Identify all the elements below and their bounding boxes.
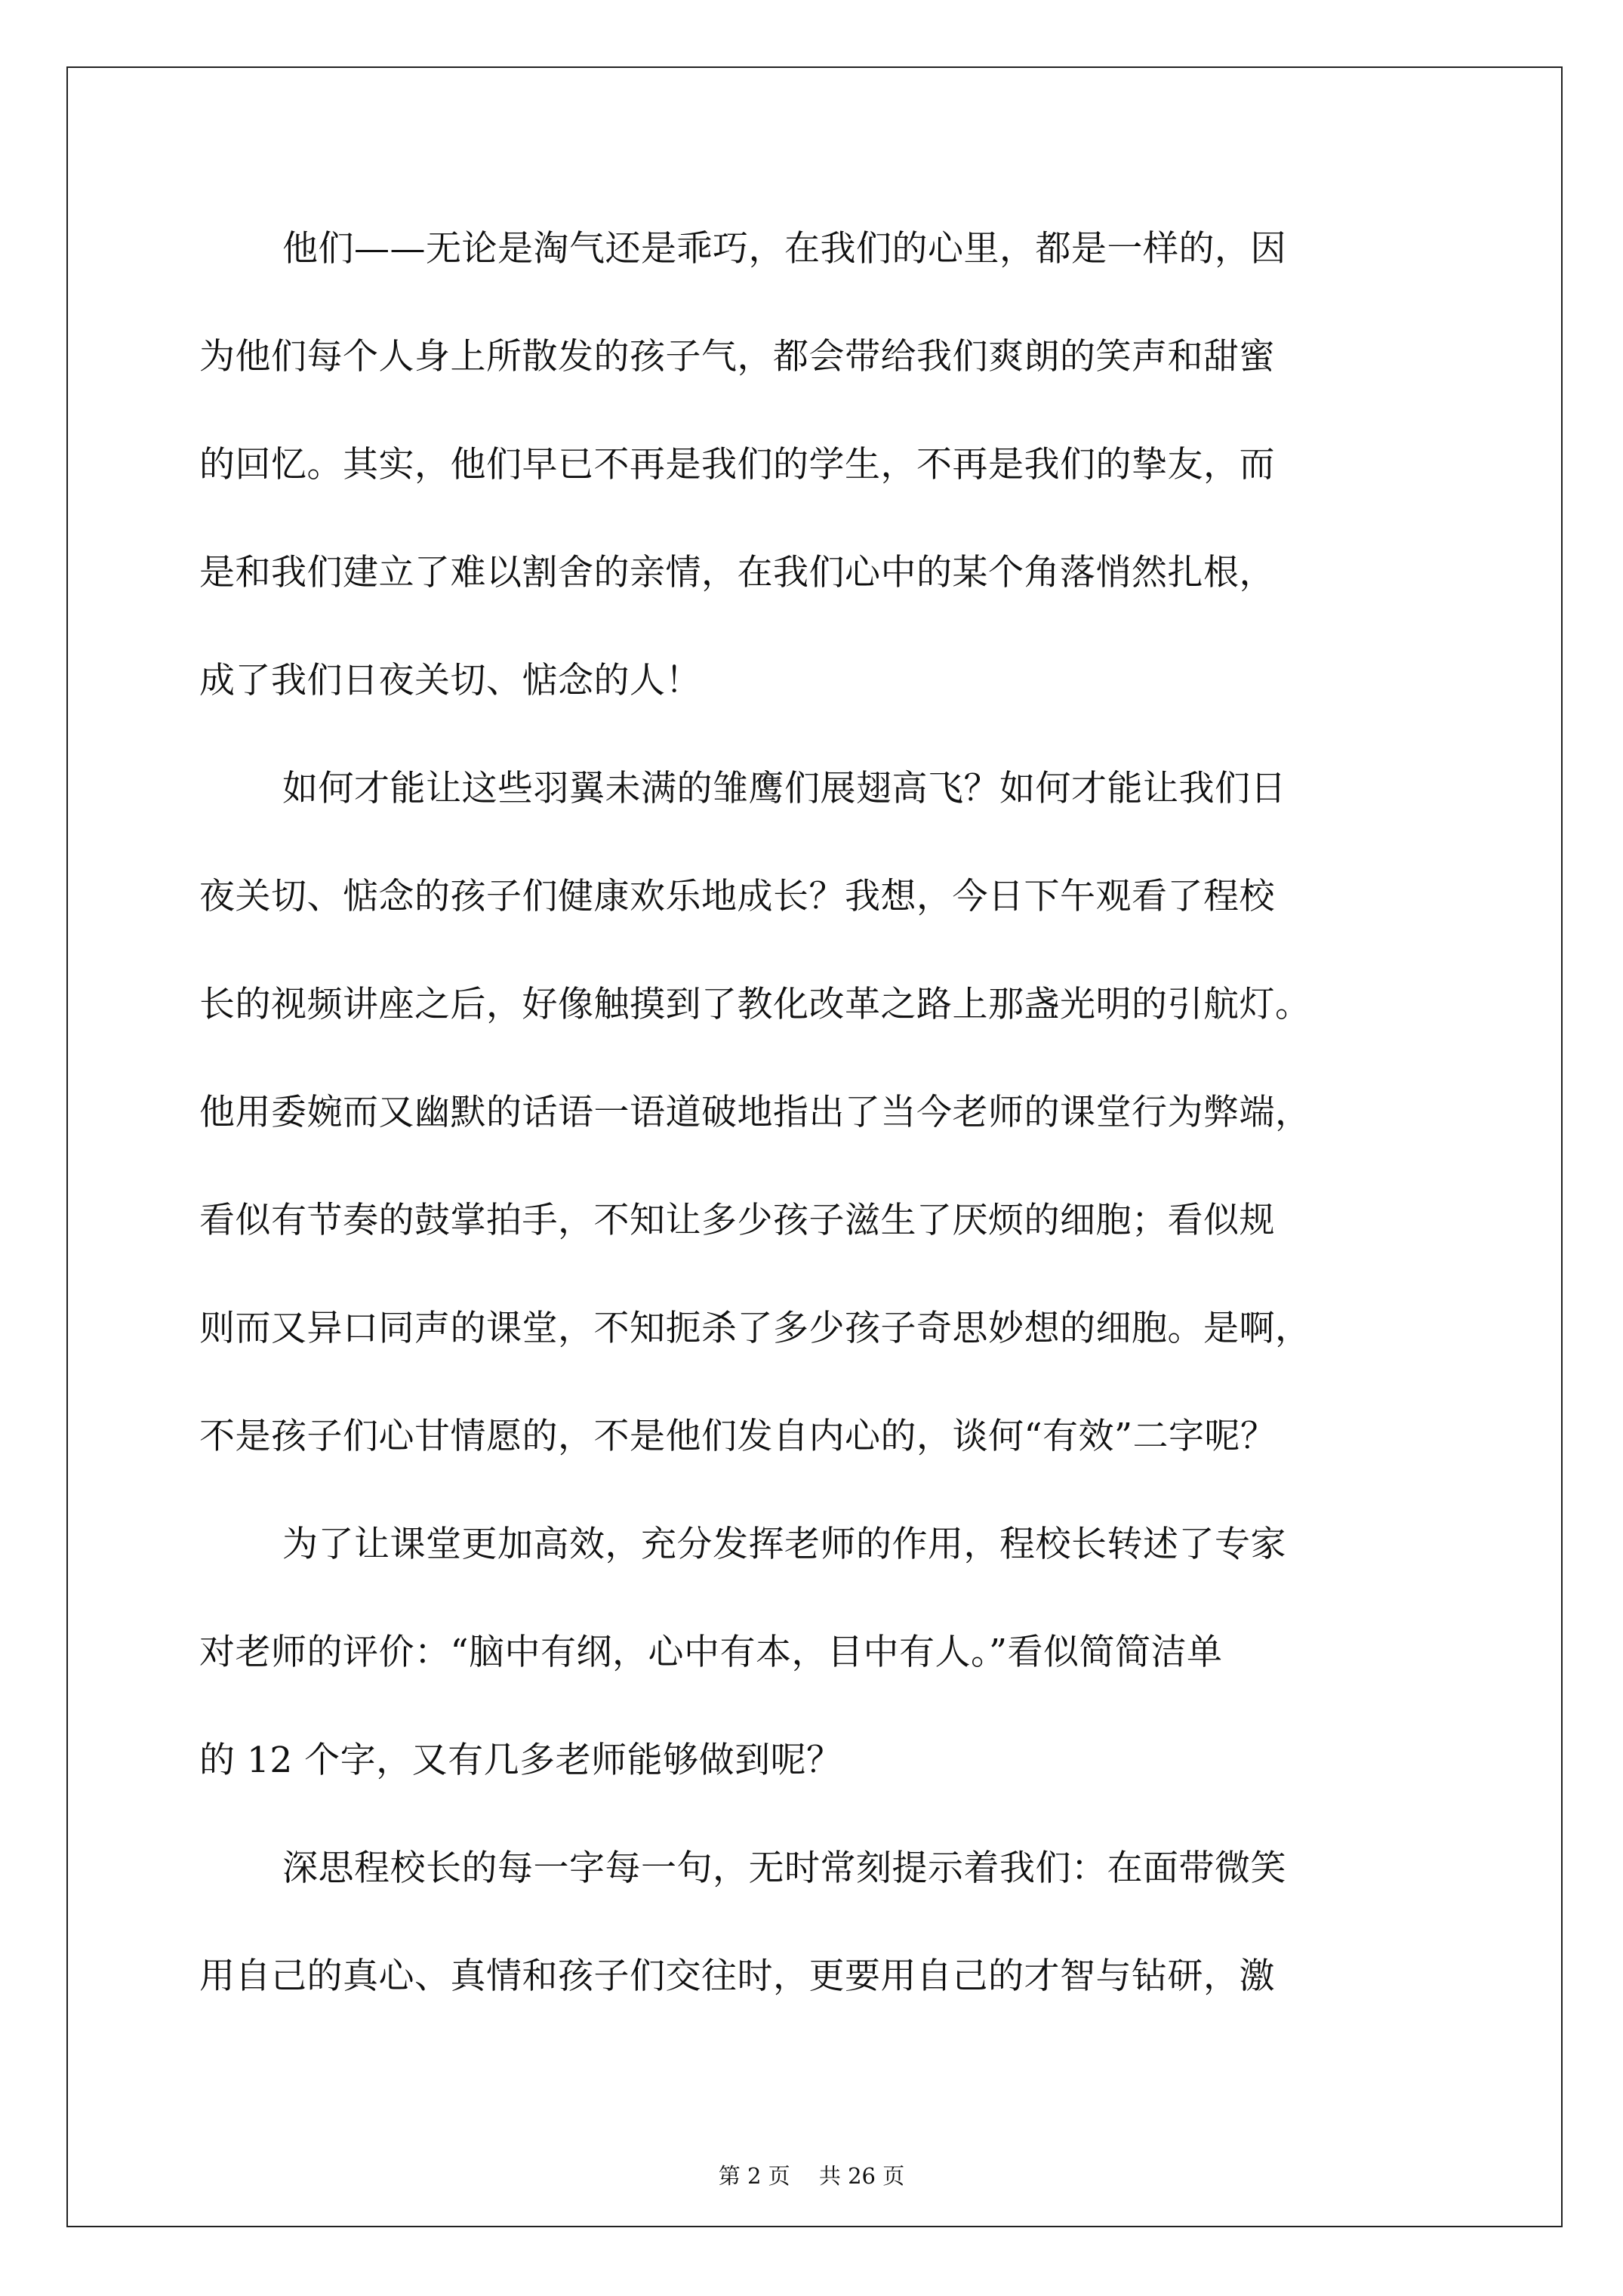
text-line: 他们——无论是淘气还是乖巧，在我们的心里，都是一样的，因 (282, 228, 1286, 270)
text-line: 为了让课堂更加高效，充分发挥老师的作用，程校长转述了专家 (282, 1524, 1286, 1565)
text-line: 如何才能让这些羽翼未满的雏鹰们展翅高飞？如何才能让我们日 (282, 768, 1286, 809)
text-line: 为他们每个人身上所散发的孩子气，都会带给我们爽朗的笑声和甜蜜 (199, 336, 1275, 378)
text-line: 的 12 个字，又有几多老师能够做到呢？ (199, 1740, 842, 1781)
text-line: 的回忆。其实，他们早已不再是我们的学生，不再是我们的挚友，而 (199, 444, 1275, 485)
page-border (66, 66, 1563, 2227)
text-line: 夜关切、惦念的孩子们健康欢乐地成长？我想，今日下午观看了程校 (199, 876, 1275, 917)
page-number: 第 2 页 共 26 页 (718, 2163, 905, 2189)
text-line: 不是孩子们心甘情愿的，不是他们发自内心的，谈何“有效”二字呢？ (199, 1416, 1277, 1457)
text-line: 他用委婉而又幽默的话语一语道破地指出了当今老师的课堂行为弊端， (199, 1092, 1311, 1133)
text-line: 长的视频讲座之后，好像触摸到了教化改革之路上那盏光明的引航灯。 (199, 984, 1311, 1025)
text-line: 则而又异口同声的课堂，不知扼杀了多少孩子奇思妙想的细胞。是啊， (199, 1308, 1311, 1349)
text-line: 成了我们日夜关切、惦念的人！ (199, 660, 701, 701)
text-line: 用自己的真心、真情和孩子们交往时，更要用自己的才智与钻研，激 (199, 1955, 1275, 1997)
text-line: 看似有节奏的鼓掌拍手，不知让多少孩子滋生了厌烦的细胞；看似规 (199, 1200, 1275, 1241)
text-line: 是和我们建立了难以割舍的亲情，在我们心中的某个角落悄然扎根， (199, 552, 1275, 593)
text-line: 深思程校长的每一字每一句，无时常刻提示着我们：在面带微笑 (282, 1848, 1286, 1889)
text-line: 对老师的评价：“脑中有纲，心中有本，目中有人。”看似简简洁单 (199, 1632, 1223, 1673)
